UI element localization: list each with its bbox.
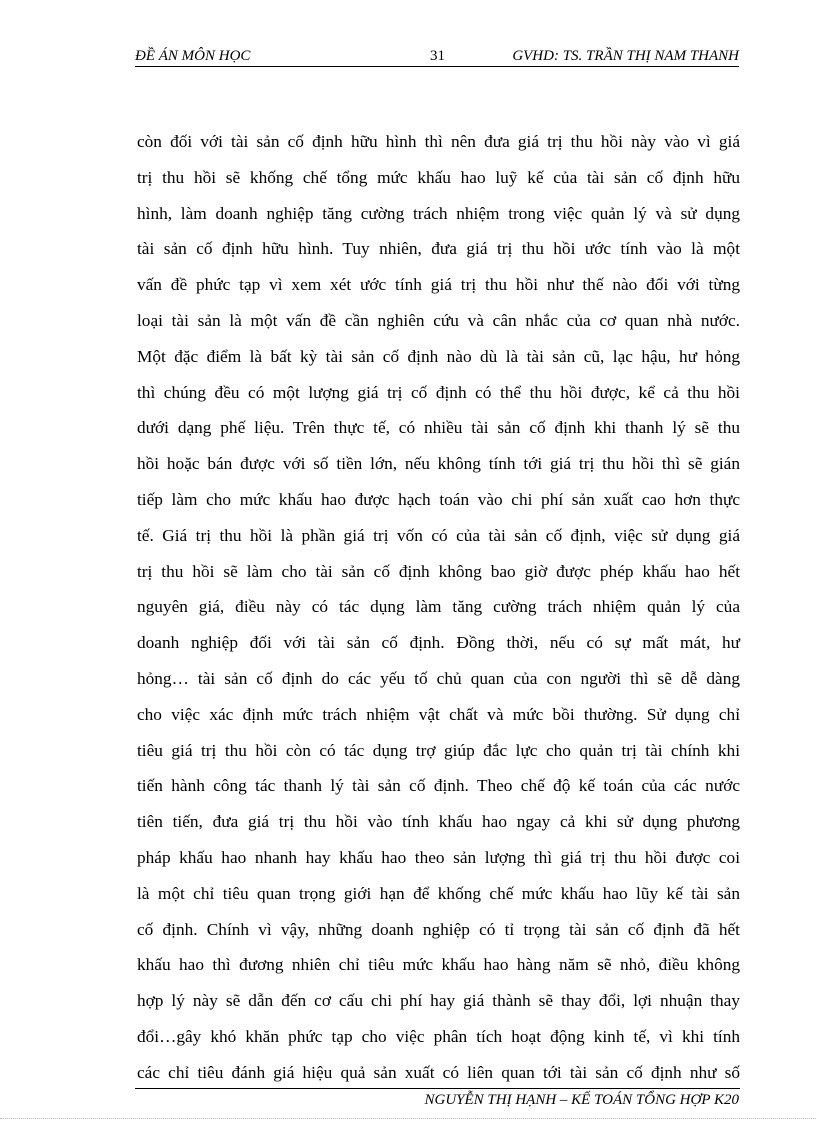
- text-line: tiếp làm cho mức khấu hao được hạch toán vào chi phí sản xuất cao hơn thực: [137, 489, 740, 509]
- text-line: nguyên giá, điều này có tác dụng làm tăng cường trách nhiệm quản lý của: [137, 597, 740, 617]
- text-line: dưới dạng phế liệu. Trên thực tế, có nhiều tài sản cố định khi thanh lý sẽ thu: [137, 418, 740, 438]
- text-line: loại tài sản là một vấn đề cần nghiên cứu và cân nhắc của cơ quan nhà nước.: [137, 310, 740, 330]
- text-line: trị thu hồi sẽ làm cho tài sản cố định không bao giờ được phép khấu hao hết: [137, 561, 740, 581]
- text-line: trị thu hồi sẽ khống chế tổng mức khấu hao luỹ kế của tài sản cố định hữu: [137, 167, 740, 187]
- text-line: các chỉ tiêu đánh giá hiệu quả sản xuất có liên quan tới tài sản cố định như số: [137, 1062, 740, 1082]
- body-text: [137, 130, 740, 1097]
- text-line: Một đặc điểm là bất kỳ tài sản cố định nào dù là tài sản cũ, lạc hậu, hư hỏng: [137, 346, 740, 366]
- text-line: cố định. Chính vì vậy, những doanh nghiệp có tỉ trọng tài sản cố định đã hết: [137, 919, 740, 939]
- course-title: ĐỀ ÁN MÔN HỌC: [135, 48, 251, 64]
- text-line: hình, làm doanh nghiệp tăng cường trách nhiệm trong việc quản lý và sử dụng: [137, 203, 740, 223]
- text-line: cho việc xác định mức trách nhiệm vật chất và mức bồi thường. Sử dụng chỉ: [137, 704, 740, 724]
- text-line: là một chỉ tiêu quan trọng giới hạn để khống chế mức khấu hao lũy kế tài sản: [137, 883, 740, 903]
- text-line: khấu hao thì đương nhiên chỉ tiêu mức khấu hao hàng năm sẽ nhỏ, điều không: [137, 955, 740, 975]
- text-line: thì chúng đều có một lượng giá trị cố định có thể thu hồi được, kể cả thu hồi: [137, 382, 740, 402]
- text-line: tài sản cố định hữu hình. Tuy nhiên, đưa giá trị thu hồi ước tính vào là một: [137, 239, 740, 259]
- text-line: doanh nghiệp đối với tài sản cố định. Đồng thời, nếu có sự mất mát, hư: [137, 633, 740, 653]
- text-line: vấn đề phức tạp vì xem xét ước tính giá trị thu hồi như thế nào đối với từng: [137, 275, 740, 295]
- text-line: còn đối với tài sản cố định hữu hình thì nên đưa giá trị thu hồi này vào vì giá: [137, 132, 740, 151]
- text-line: đổi…gây khó khăn phức tạp cho việc phân tích hoạt động kinh tế, vì khi tính: [137, 1026, 740, 1046]
- text-line: pháp khấu hao nhanh hay khấu hao theo sản lượng thì giá trị thu hồi được coi: [137, 847, 740, 867]
- text-line: tiêu giá trị thu hồi còn có tác dụng trợ giúp đắc lực cho quản trị tài chính khi: [137, 740, 740, 760]
- text-line: hồi hoặc bán được với số tiền lớn, nếu không tính tới giá trị thu hồi thì sẽ gián: [137, 454, 740, 474]
- page-footer: NGUYỄN THỊ HẠNH – KẾ TOÁN TỔNG HỢP K20: [424, 1092, 739, 1108]
- page-bottom-border: [0, 1118, 816, 1119]
- text-line: hỏng… tài sản cố định do các yếu tố chủ quan của con người thì sẽ dễ dàng: [137, 668, 740, 688]
- text-line: tế. Giá trị thu hồi là phần giá trị vốn có của tài sản cố định, việc sử dụng giá: [137, 525, 740, 545]
- text-line: tiến hành công tác thanh lý tài sản cố định. Theo chế độ kế toán của các nước: [137, 776, 740, 796]
- text-line: tiên tiến, đưa giá trị thu hồi vào tính khấu hao ngay cả khi sử dụng phương: [137, 812, 740, 832]
- page-number: 31: [430, 48, 445, 64]
- text-line: hợp lý này sẽ dẫn đến cơ cấu chi phí hay giá thành sẽ thay đổi, lợi nhuận thay: [137, 991, 740, 1011]
- footer-divider: [135, 1088, 740, 1089]
- page-header: [135, 48, 739, 67]
- supervisor: GVHD: TS. TRẦN THỊ NAM THANH: [512, 48, 739, 64]
